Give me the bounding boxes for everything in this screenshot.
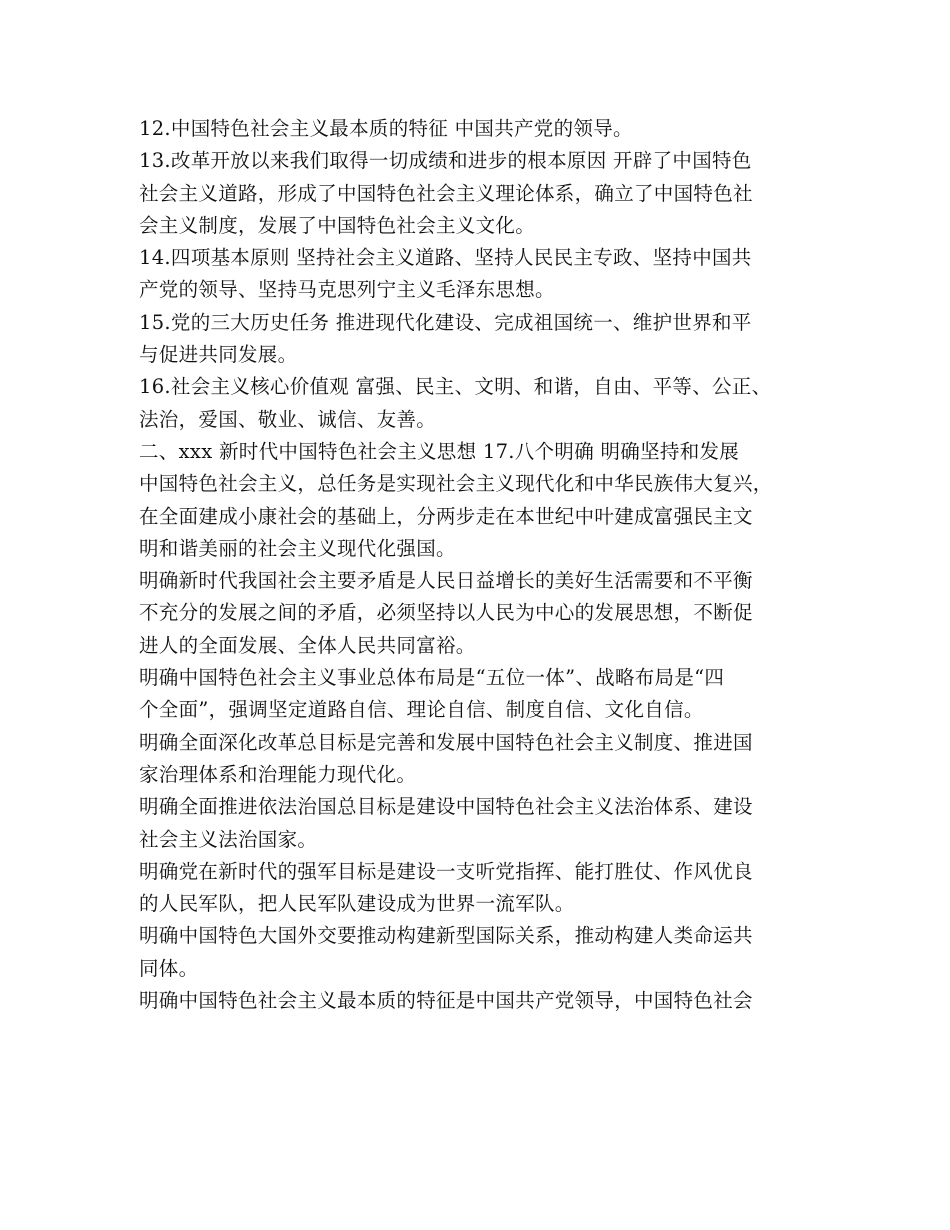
text-line: 中国特色社会主义，总任务是实现社会主义现代化和中华民族伟大复兴， (139, 472, 773, 496)
text-line: 产党的领导、坚持马克思列宁主义毛泽东思想。 (139, 278, 555, 302)
document-body (139, 113, 829, 1017)
text-line: 家治理体系和治理能力现代化。 (139, 762, 417, 786)
text-line: 明确全面推进依法治国总目标是建设中国特色社会主义法治体系、建设 (139, 795, 753, 819)
text-line: 二、xxx 新时代中国特色社会主义思想 17.八个明确 明确坚持和发展 (139, 439, 740, 463)
text-line: 明和谐美丽的社会主义现代化强国。 (139, 536, 456, 560)
text-line: 16.社会主义核心价值观 富强、民主、文明、和谐，自由、平等、公正、 (139, 375, 772, 399)
text-line: 13.改革开放以来我们取得一切成绩和进步的根本原因 开辟了中国特色 (139, 149, 752, 173)
text-line: 社会主义道路，形成了中国特色社会主义理论体系，确立了中国特色社 (139, 181, 753, 205)
text-line: 社会主义法治国家。 (139, 827, 318, 851)
text-line: 12.中国特色社会主义最本质的特征 中国共产党的领导。 (139, 117, 633, 140)
text-line: 15.党的三大历史任务 推进现代化建设、完成祖国统一、维护世界和平 (139, 310, 752, 334)
text-line: 明确党在新时代的强军目标是建设一支听党指挥、能打胜仗、作风优良 (139, 859, 753, 883)
text-line: 不充分的发展之间的矛盾，必须坚持以人民为中心的发展思想，不断促 (139, 601, 753, 625)
text-line: 与促进共同发展。 (139, 343, 298, 367)
text-line: 明确中国特色社会主义事业总体布局是“五位一体”、战略布局是“四 (139, 666, 725, 690)
text-line: 明确新时代我国社会主要矛盾是人民日益增长的美好生活需要和不平衡 (139, 569, 753, 593)
text-line: 14.四项基本原则 坚持社会主义道路、坚持人民民主专政、坚持中国共 (139, 246, 752, 270)
text-line: 明确中国特色社会主义最本质的特征是中国共产党领导，中国特色社会 (139, 989, 753, 1013)
text-line: 在全面建成小康社会的基础上，分两步走在本世纪中叶建成富强民主文 (139, 504, 753, 528)
text-line: 明确全面深化改革总目标是完善和发展中国特色社会主义制度、推进国 (139, 730, 753, 754)
text-line: 进人的全面发展、全体人民共同富裕。 (139, 633, 476, 657)
text-line: 法治，爱国、敬业、诚信、友善。 (139, 407, 437, 431)
text-line: 会主义制度，发展了中国特色社会主义文化。 (139, 213, 536, 237)
text-line: 的人民军队，把人民军队建设成为世界一流军队。 (139, 892, 575, 916)
text-line: 个全面”，强调坚定道路自信、理论自信、制度自信、文化自信。 (139, 698, 704, 722)
text-line: 明确中国特色大国外交要推动构建新型国际关系，推动构建人类命运共 (139, 924, 753, 948)
text-line: 同体。 (139, 956, 199, 980)
